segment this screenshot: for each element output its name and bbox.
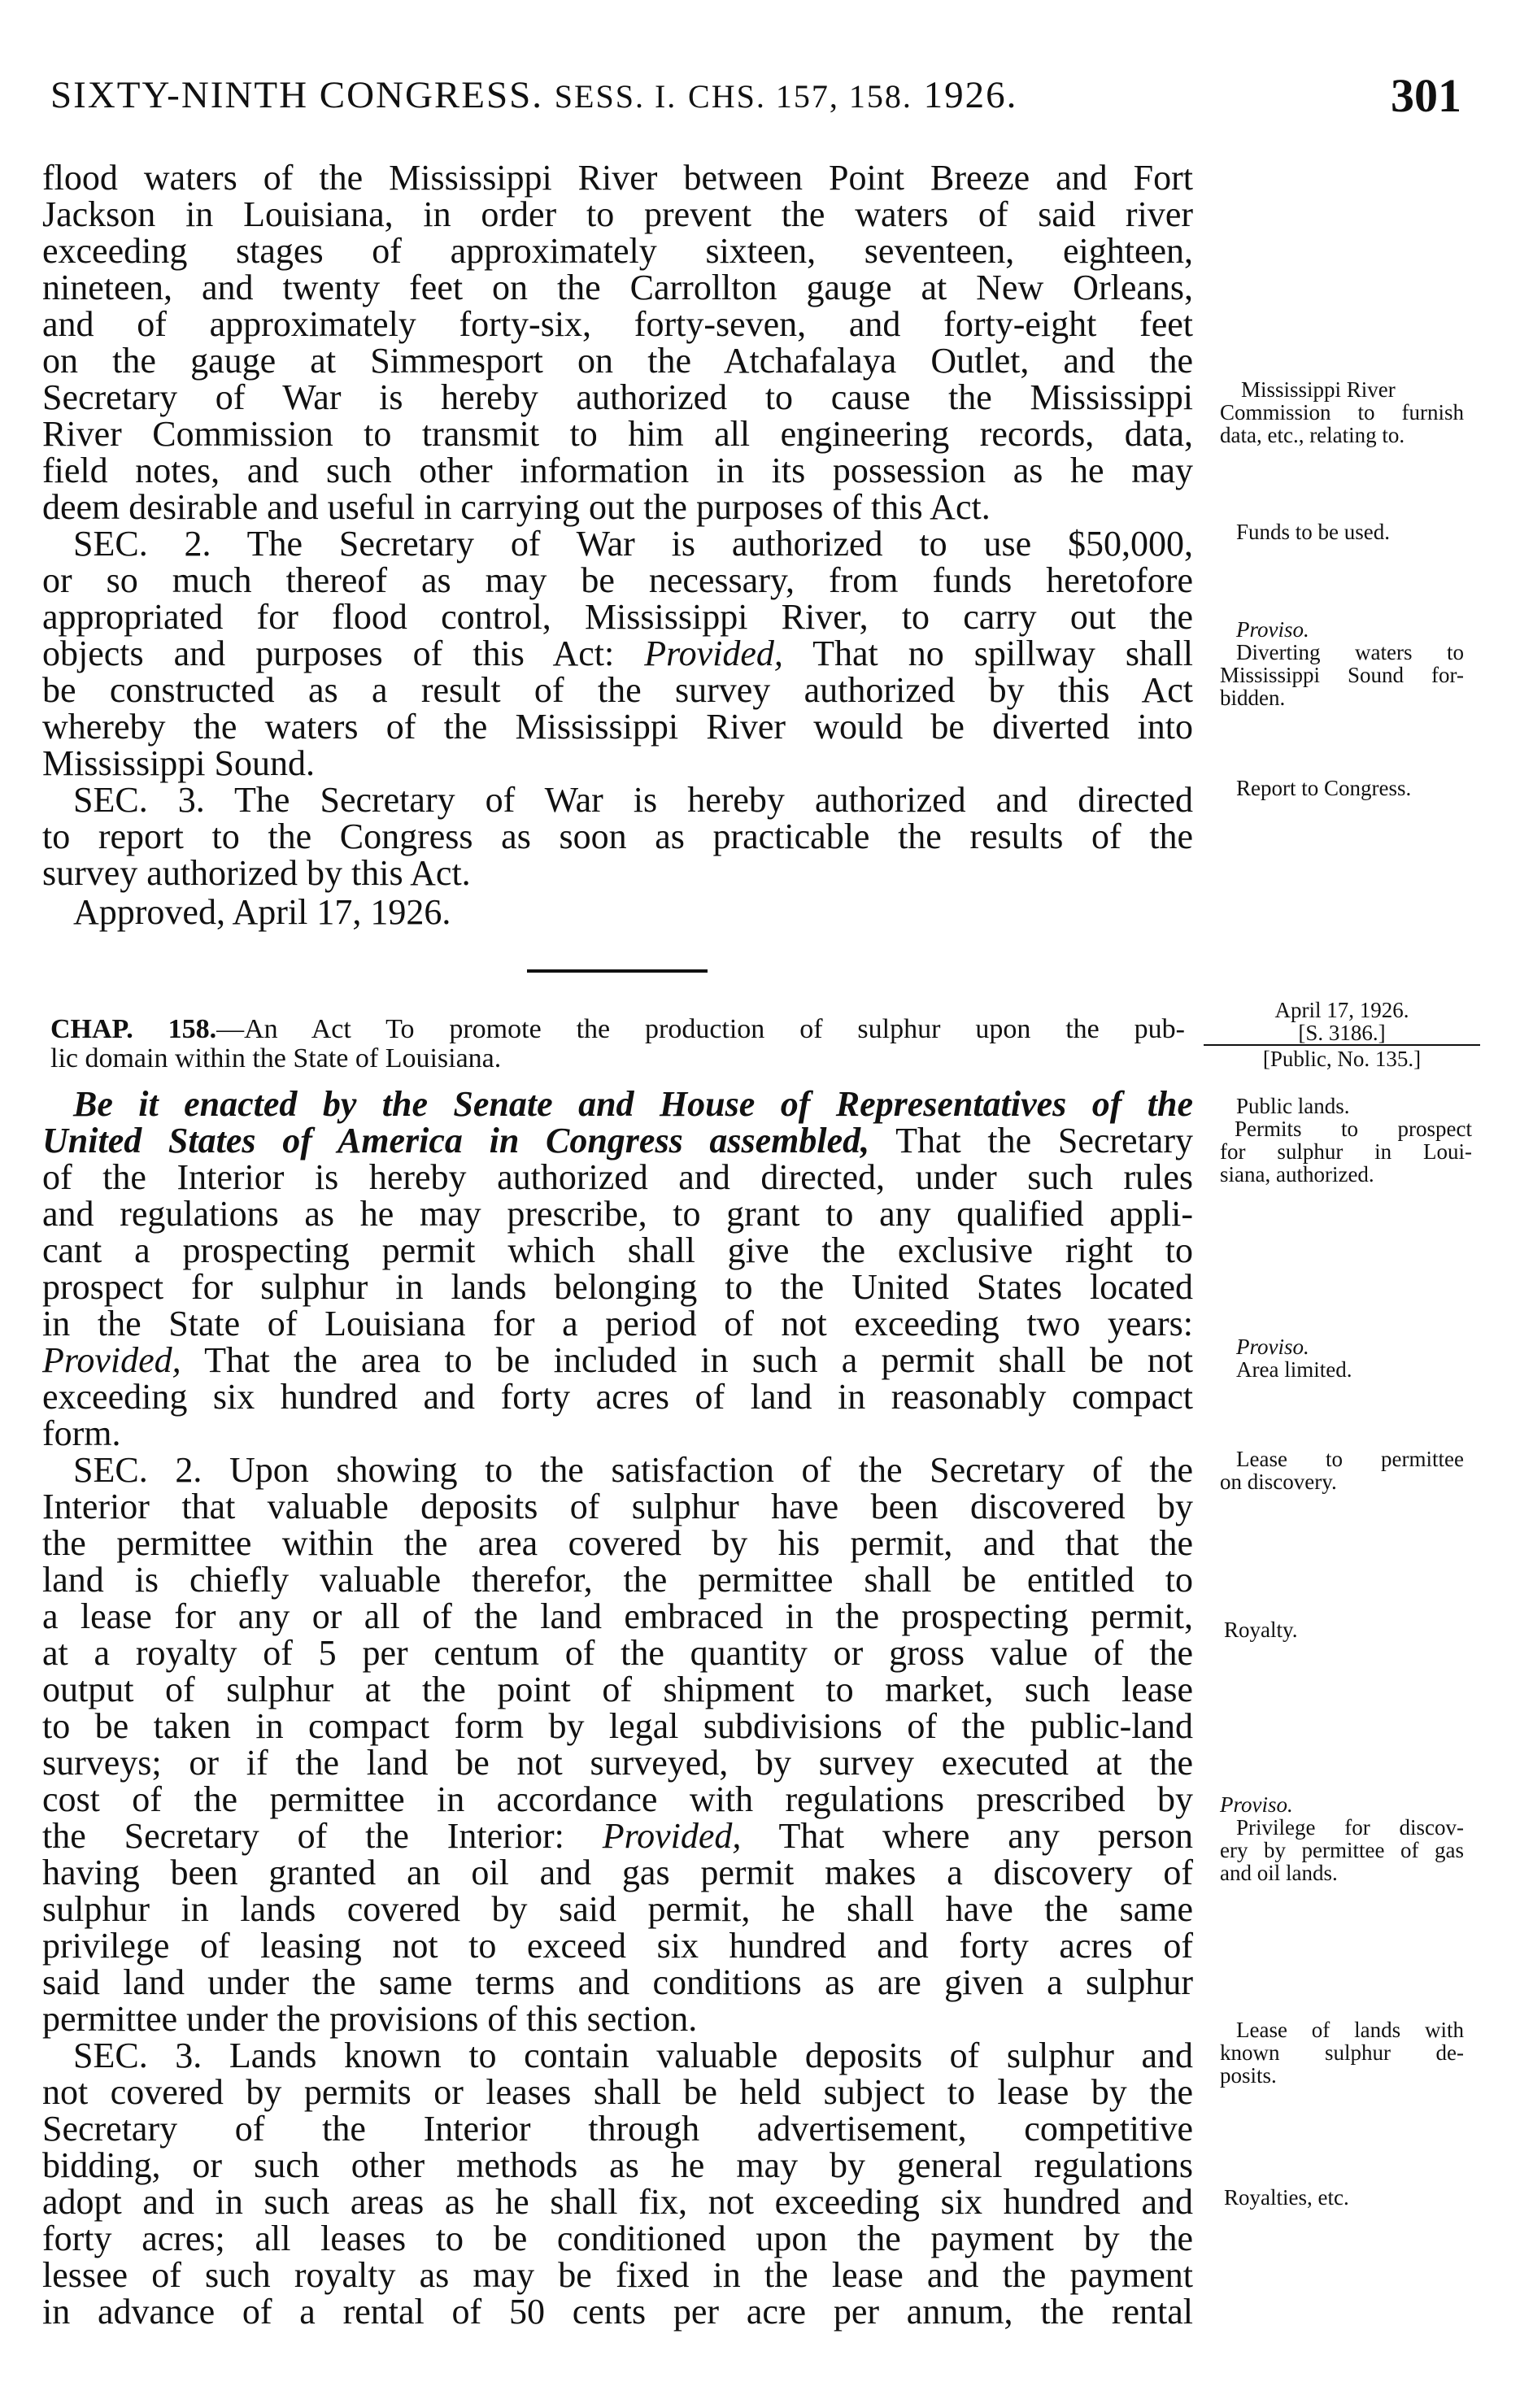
text-line: not covered by permits or leases shall be held subject to lease by the [42, 2072, 1193, 2112]
text-line: a lease for any or all of the land embraced in the prospecting permit, [42, 1596, 1193, 1636]
margin-note-public-lands: Public lands. Permits to prospect for sulphur in Loui- siana, authorized. [1220, 1094, 1472, 1187]
text-line: to report to the Congress as soon as practicable the results of the [42, 816, 1193, 856]
margin-note-royalty: Royalty. [1224, 1618, 1298, 1642]
margin-note-report: Report to Congress. [1236, 776, 1412, 800]
enacting-clause-line: United States of America in Congress assembled, That the Secretary [42, 1121, 1193, 1160]
chapter-157-text [42, 159, 1193, 891]
provided-word: Provided, [644, 634, 783, 673]
text-line: the permittee within the area covered by his permit, and that the [42, 1523, 1193, 1563]
text-line: deem desirable and useful in carrying out the purposes of this Act. [42, 487, 991, 527]
text-line: sulphur in lands covered by said permit, he shall have the same [42, 1889, 1193, 1929]
text-line: cost of the permittee in accordance with regulations prescribed by [42, 1779, 1193, 1819]
chapter-title-line: CHAP. 158.—An Act To promote the production of sulphur upon the pub- [50, 1014, 1185, 1044]
section-3-heading-line: SEC. 3. Lands known to contain valuable deposits of sulphur and [73, 2036, 1193, 2075]
text-line: surveys; or if the land be not surveyed, by survey executed at the [42, 1743, 1193, 1783]
text-line: or so much thereof as may be necessary, from funds heretofore [42, 560, 1193, 600]
chapter-158-text [42, 1086, 1193, 2330]
proviso-line: objects and purposes of this Act: Provided, That no spillway shall [42, 634, 1194, 673]
text-line: in the State of Louisiana for a period of not exceeding two years: [42, 1304, 1193, 1343]
proviso-label: Proviso. [1220, 1792, 1293, 1817]
text-line: nineteen, and twenty feet on the Carrollton gauge at New Orleans, [42, 268, 1193, 307]
text-line: on the gauge at Simmesport on the Atchafalaya Outlet, and the [42, 341, 1193, 381]
text-line: whereby the waters of the Mississippi River would be diverted into [42, 707, 1193, 747]
text-line: prospect for sulphur in lands belonging to the United States located [42, 1267, 1193, 1307]
text-line: to be taken in compact form by legal subdivisions of the public-land [42, 1706, 1193, 1746]
text-line: land is chiefly valuable therefor, the permittee shall be entitled to [42, 1560, 1193, 1600]
text-line: field notes, and such other information in its possession as he may [42, 451, 1193, 490]
text-line: exceeding stages of approximately sixteen, seventeen, eighteen, [42, 231, 1193, 271]
margin-note-area-limited: Proviso. Area limited. [1236, 1335, 1352, 1382]
text-line: and regulations as he may prescribe, to grant to any qualified appli- [42, 1194, 1193, 1234]
text-line: appropriated for flood control, Mississippi River, to carry out the [42, 597, 1193, 637]
text-line: Secretary of the Interior through advertisement, competitive [42, 2109, 1193, 2149]
proviso-label: Proviso. [1236, 1335, 1309, 1359]
text-line: Mississippi Sound. [42, 743, 315, 783]
margin-note-funds: Funds to be used. [1236, 520, 1390, 544]
text-line: and of approximately forty-six, forty-seven, and forty-eight feet [42, 304, 1193, 344]
text-line: permittee under the provisions of this section. [42, 1999, 698, 2039]
public-law-number: [Public, No. 135.] [1204, 1044, 1480, 1070]
running-head-congress: SIXTY-NINTH CONGRESS. [50, 74, 544, 116]
text-line: River Commission to transmit to him all engineering records, data, [42, 414, 1193, 454]
provided-word: Provided, [42, 1340, 181, 1380]
text-line: be constructed as a result of the survey authorized by this Act [42, 670, 1193, 710]
text-line: forty acres; all leases to be conditioned upon the payment by the [42, 2219, 1193, 2258]
proviso-label: Proviso. [1236, 617, 1309, 642]
chapter-label: CHAP. 158. [50, 1014, 217, 1044]
text-line: bidding, or such other methods as he may by general regulations [42, 2145, 1193, 2185]
margin-note-commission: Mississippi River Commission to furnish data, etc., relating to. [1220, 377, 1464, 447]
chapter-158-title [50, 1015, 1185, 1073]
text-line: Interior that valuable deposits of sulphur have been discovered by [42, 1487, 1193, 1526]
running-head-year: 1926. [923, 74, 1018, 116]
enacting-clause-line: Be it enacted by the Senate and House of Representatives of the [73, 1084, 1193, 1124]
section-3-heading-line: SEC. 3. The Secretary of War is hereby authorized and directed [73, 780, 1193, 820]
text-line: Jackson in Louisiana, in order to prevent the waters of said river [42, 194, 1193, 234]
text-line: having been granted an oil and gas permit makes a discovery of [42, 1853, 1193, 1892]
page-header [50, 69, 1461, 130]
margin-note-diverting-waters: Proviso. Diverting waters to Mississippi Sound for- bidden. [1220, 617, 1464, 710]
section-2-heading-line: SEC. 2. The Secretary of War is authorized to use $50,000, [73, 524, 1193, 564]
margin-note-known-deposits: Lease of lands with known sulphur de- posits. [1220, 2018, 1464, 2088]
proviso-line: the Secretary of the Interior: Provided, That where any person [42, 1816, 1193, 1856]
margin-chapter-info [1204, 999, 1480, 1070]
margin-note-discovery-privilege: Proviso. Privilege for discov- ery by permittee of gas and oil lands. [1220, 1792, 1464, 1885]
margin-note-lease-permittee: Lease to permittee on discovery. [1220, 1447, 1464, 1494]
text-line: at a royalty of 5 per centum of the quantity or gross value of the [42, 1633, 1193, 1673]
margin-note-royalties: Royalties, etc. [1224, 2185, 1349, 2210]
chapter-title-line: lic domain within the State of Louisiana. [50, 1043, 502, 1073]
text-line: exceeding six hundred and forty acres of land in reasonably compact [42, 1377, 1193, 1417]
text-line: privilege of leasing not to exceed six hundred and forty acres of [42, 1926, 1193, 1966]
section-2-heading-line: SEC. 2. Upon showing to the satisfaction of the Secretary of the [73, 1450, 1193, 1490]
running-head-chapters: CHS. 157, 158. [688, 78, 912, 115]
text-line: output of sulphur at the point of shipment to market, such lease [42, 1670, 1193, 1709]
enactment-date: April 17, 1926. [1274, 998, 1409, 1022]
text-line: form. [42, 1413, 121, 1453]
page-number: 301 [1391, 69, 1461, 122]
proviso-line: Provided, That the area to be included in such a permit shall be not [42, 1340, 1193, 1380]
chapter-separator-rule [527, 969, 708, 973]
running-head [50, 73, 1017, 117]
text-line: Secretary of War is hereby authorized to cause the Mississippi [42, 377, 1193, 417]
approval-line: Approved, April 17, 1926. [73, 892, 451, 932]
provided-word: Provided, [602, 1816, 742, 1856]
text-line: lessee of such royalty as may be fixed in the lease and the payment [42, 2255, 1193, 2295]
text-line: adopt and in such areas as he shall fix, not exceeding six hundred and [42, 2182, 1193, 2222]
text-line: said land under the same terms and conditions as are given a sulphur [42, 1962, 1193, 2002]
text-line: flood waters of the Mississippi River between Point Breeze and Fort [42, 158, 1193, 198]
running-head-session: SESS. I. [554, 78, 677, 115]
text-line: cant a prospecting permit which shall give the exclusive right to [42, 1230, 1193, 1270]
text-line: of the Interior is hereby authorized and directed, under such rules [42, 1157, 1193, 1197]
text-line: survey authorized by this Act. [42, 853, 471, 893]
senate-bill-number: [S. 3186.] [1298, 1021, 1386, 1045]
text-line: in advance of a rental of 50 cents per acre per annum, the rental [42, 2292, 1193, 2332]
